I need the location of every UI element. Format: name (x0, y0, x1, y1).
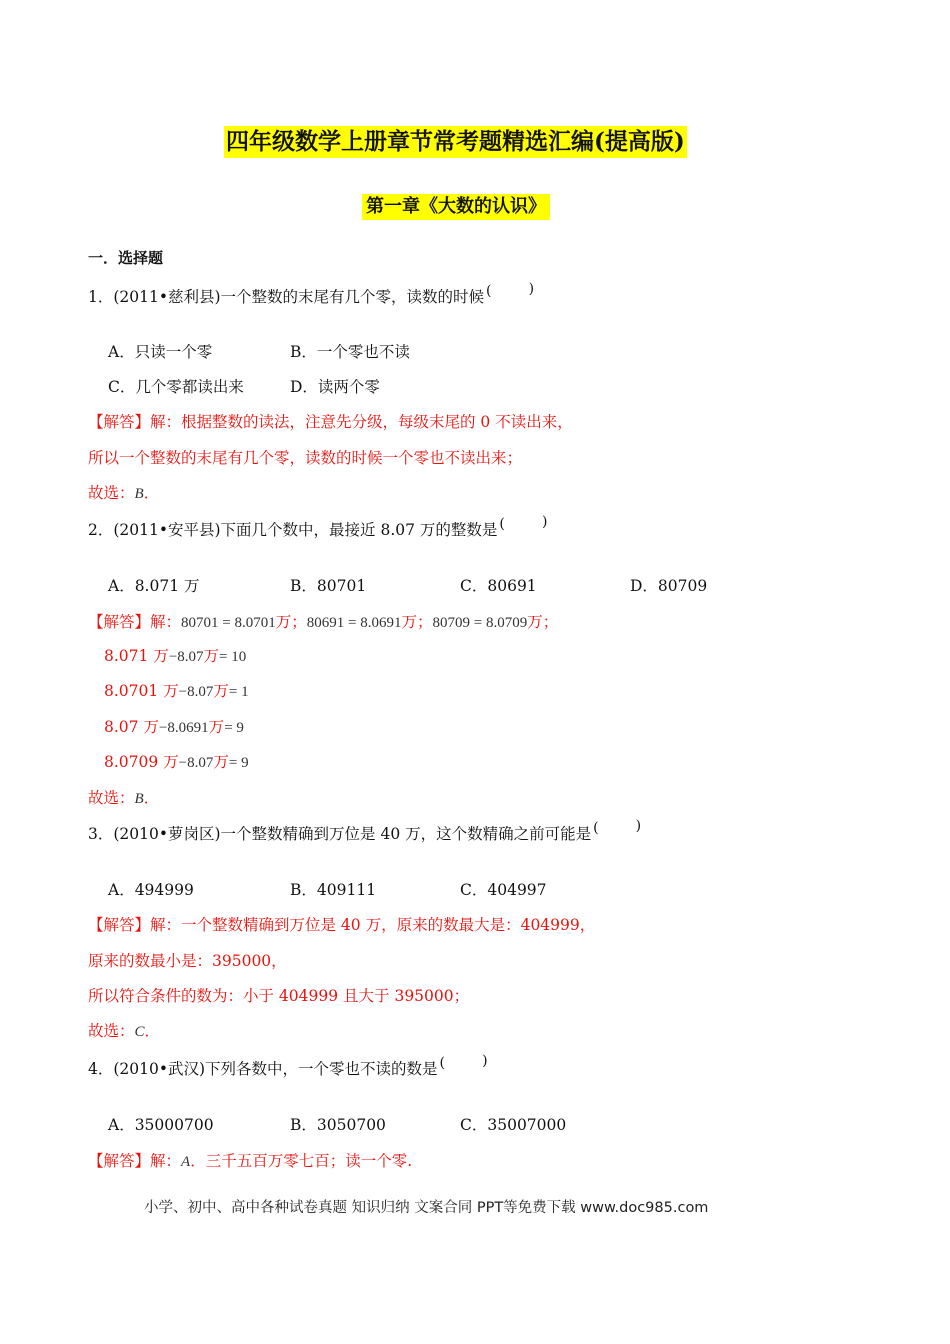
q2-option-a: A．8.071 万 (108, 577, 200, 595)
q3-choice: C (134, 1024, 145, 1040)
q1-conclusion: 故选：B． (88, 484, 160, 502)
q4-option-c: C．35007000 (460, 1116, 567, 1134)
q4-option-b: B．3050700 (290, 1116, 386, 1134)
page-title: 四年级数学上册章节常考题精选汇编(提高版) (224, 126, 687, 158)
q3-answer-line-1: 【解答】解：一个整数精确到万位是 40 万，原来的数最大是：404999， (88, 916, 596, 934)
q2-calc-line-2: 8.0701 万−8.07万= 1 (104, 682, 249, 700)
answer-blank: ( ) (499, 514, 548, 532)
q4-answer: 【解答】解：A．三千五百万零七百；读一个零. (88, 1152, 413, 1170)
question-4 (88, 1053, 488, 1080)
chapter-title: 第一章《大数的认识》 (362, 194, 550, 220)
q2-conclusion: 故选：B． (88, 789, 160, 807)
q2-option-c: C．80691 (460, 577, 537, 595)
q1-choice: B (134, 486, 144, 502)
question-4-text: 4．(2010•武汉)下列各数中，一个零也不读的数是 (88, 1060, 438, 1078)
q2-eq-1: 80701 = 8.0701 (181, 615, 276, 631)
answer-blank: ( ) (593, 818, 642, 836)
question-3 (88, 818, 642, 845)
footer-text: 小学、初中、高中各种试卷真题 知识归纳 文案合同 PPT等免费下载 www.doc985.com (144, 1200, 709, 1216)
q4-choice: A (181, 1154, 191, 1170)
q2-choice: B (134, 791, 144, 807)
q1-option-a: A．只读一个零 (108, 343, 213, 361)
q3-answer-line-3: 所以符合条件的数为：小于 404999 且大于 395000； (88, 987, 470, 1005)
q2-calc-line-1: 8.071 万−8.07万= 10 (104, 647, 247, 665)
q3-conclusion: 故选：C． (88, 1022, 161, 1040)
q2-answer-line-1: 【解答】解：80701 = 8.0701万；80691 = 8.0691万；80709 = 8.0709万； (88, 613, 559, 631)
section-heading: 一．选择题 (88, 249, 164, 267)
q1-option-c: C．几个零都读出来 (108, 378, 244, 396)
answer-blank: ( ) (486, 281, 535, 299)
q2-eq-3: 80709 = 8.0709 (432, 615, 528, 631)
q2-calc-line-4: 8.0709 万−8.07万= 9 (104, 753, 249, 771)
question-3-text: 3．(2010•萝岗区)一个整数精确到万位是 40 万，这个数精确之前可能是 (88, 825, 592, 843)
q2-calc-line-3: 8.07 万−8.0691万= 9 (104, 718, 244, 736)
question-1-text: 1．(2011•慈利县)一个整数的末尾有几个零，读数的时候 (88, 288, 485, 306)
q1-answer-line-1: 【解答】解：根据整数的读法，注意先分级，每级末尾的 0 不读出来， (88, 413, 573, 431)
q3-option-c: C．404997 (460, 881, 547, 899)
q3-option-b: B．409111 (290, 881, 377, 899)
q2-eq-2: 80691 = 8.0691 (306, 615, 402, 631)
q2-option-d: D．80709 (630, 577, 708, 595)
q1-option-b: B．一个零也不读 (290, 343, 410, 361)
q1-option-d: D．读两个零 (290, 378, 380, 396)
answer-blank: ( ) (439, 1053, 488, 1071)
q3-option-a: A．494999 (108, 881, 194, 899)
question-2 (88, 514, 548, 541)
q1-answer-line-2: 所以一个整数的末尾有几个零，读数的时候一个零也不读出来； (88, 449, 523, 467)
q2-option-b: B．80701 (290, 577, 367, 595)
q4-option-a: A．35000700 (108, 1116, 214, 1134)
q3-answer-line-2: 原来的数最小是：395000， (88, 952, 287, 970)
question-2-text: 2．(2011•安平县)下面几个数中，最接近 8.07 万的整数是 (88, 521, 498, 539)
question-1 (88, 281, 535, 308)
